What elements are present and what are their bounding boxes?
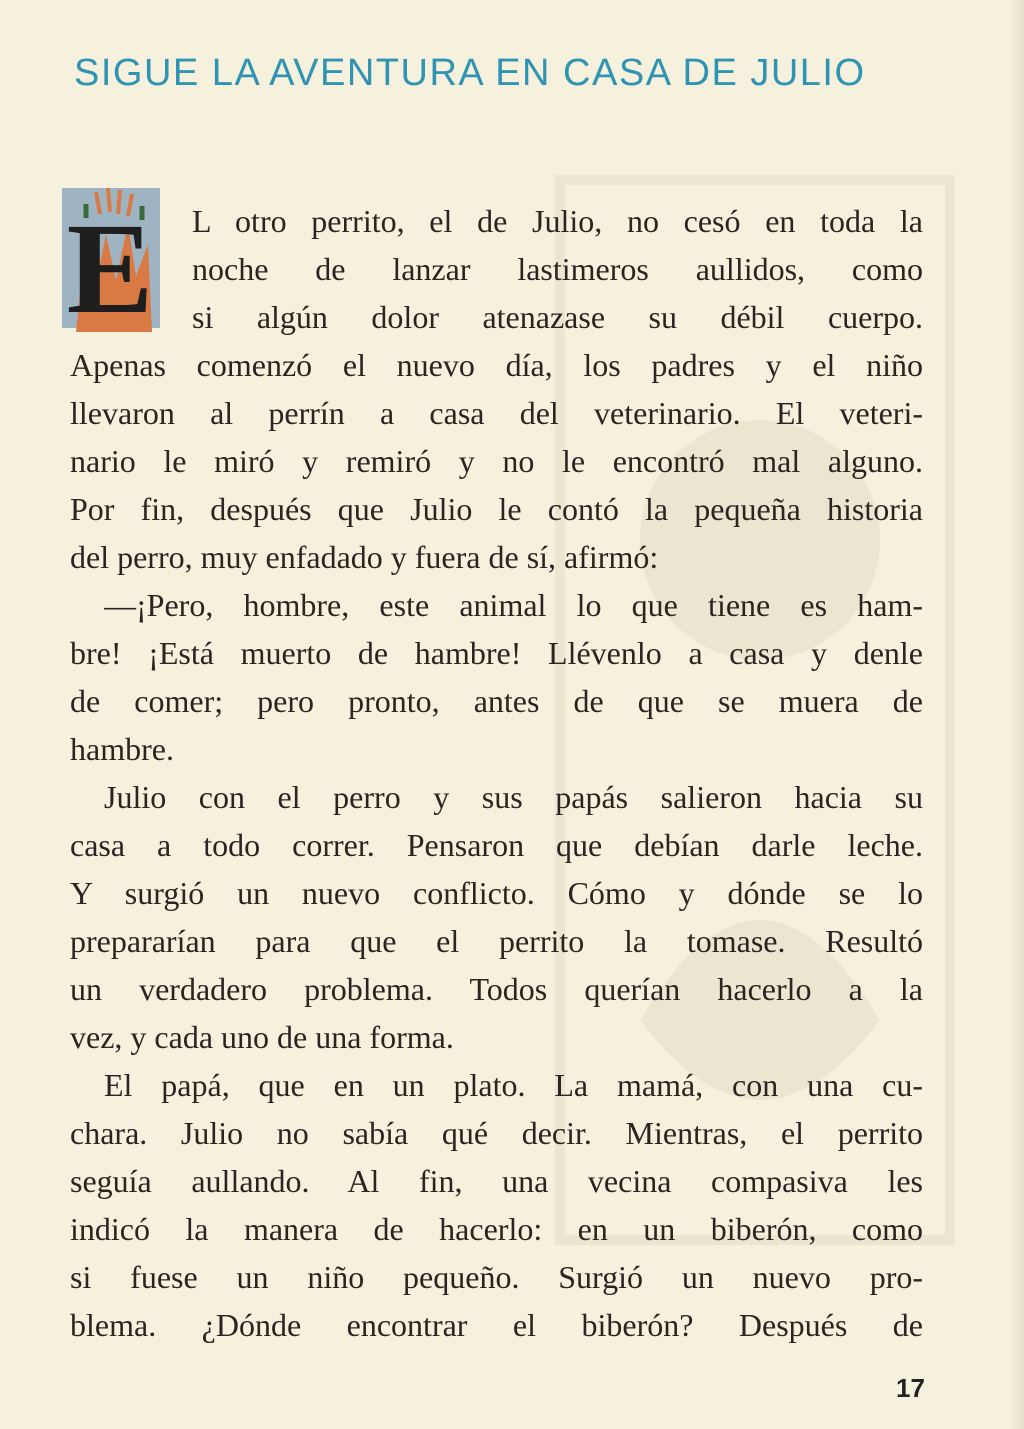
text-line: casa a todo correr. Pensaron que debían darle leche. — [70, 827, 923, 863]
text-line: seguía aullando. Al fin, una vecina compasiva les — [70, 1163, 923, 1199]
text-line: hambre. — [70, 731, 174, 767]
drop-cap-illustrated-letter — [56, 184, 164, 332]
text-line: chara. Julio no sabía qué decir. Mientras, el perrito — [70, 1115, 923, 1151]
text-line: El papá, que en un plato. La mamá, con una cu- — [104, 1067, 923, 1103]
text-line: L otro perrito, el de Julio, no cesó en toda la — [192, 203, 923, 239]
text-line: bre! ¡Está muerto de hambre! Llévenlo a casa y denle — [70, 635, 923, 671]
drop-cap-letter: E — [66, 197, 154, 332]
text-line: vez, y cada uno de una forma. — [70, 1019, 454, 1055]
text-line: noche de lanzar lastimeros aullidos, como — [192, 251, 923, 287]
text-line: —¡Pero, hombre, este animal lo que tiene es ham- — [104, 587, 923, 623]
text-line: nario le miró y remiró y no le encontró mal alguno. — [70, 443, 923, 479]
text-line: de comer; pero pronto, antes de que se muera de — [70, 683, 923, 719]
text-line: Por fin, después que Julio le contó la pequeña historia — [70, 491, 923, 527]
text-line: indicó la manera de hacerlo: en un biberón, como — [70, 1211, 923, 1247]
page-edge-shadow — [1010, 0, 1024, 1429]
text-line: un verdadero problema. Todos querían hacerlo a la — [70, 971, 923, 1007]
chapter-heading: SIGUE LA AVENTURA EN CASA DE JULIO — [74, 52, 866, 94]
text-line: si fuese un niño pequeño. Surgió un nuevo pro- — [70, 1259, 923, 1295]
text-line: si algún dolor atenazase su débil cuerpo. — [192, 299, 923, 335]
text-line: prepararían para que el perrito la tomase. Resultó — [70, 923, 923, 959]
text-line: blema. ¿Dónde encontrar el biberón? Después de — [70, 1307, 923, 1343]
text-line: Apenas comenzó el nuevo día, los padres y el niño — [70, 347, 923, 383]
text-line: del perro, muy enfadado y fuera de sí, afirmó: — [70, 539, 659, 575]
text-line: llevaron al perrín a casa del veterinario. El veteri- — [70, 395, 923, 431]
page-number: 17 — [896, 1373, 925, 1403]
text-line: Julio con el perro y sus papás salieron hacia su — [104, 779, 923, 815]
text-line: Y surgió un nuevo conflicto. Cómo y dónde se lo — [70, 875, 923, 911]
